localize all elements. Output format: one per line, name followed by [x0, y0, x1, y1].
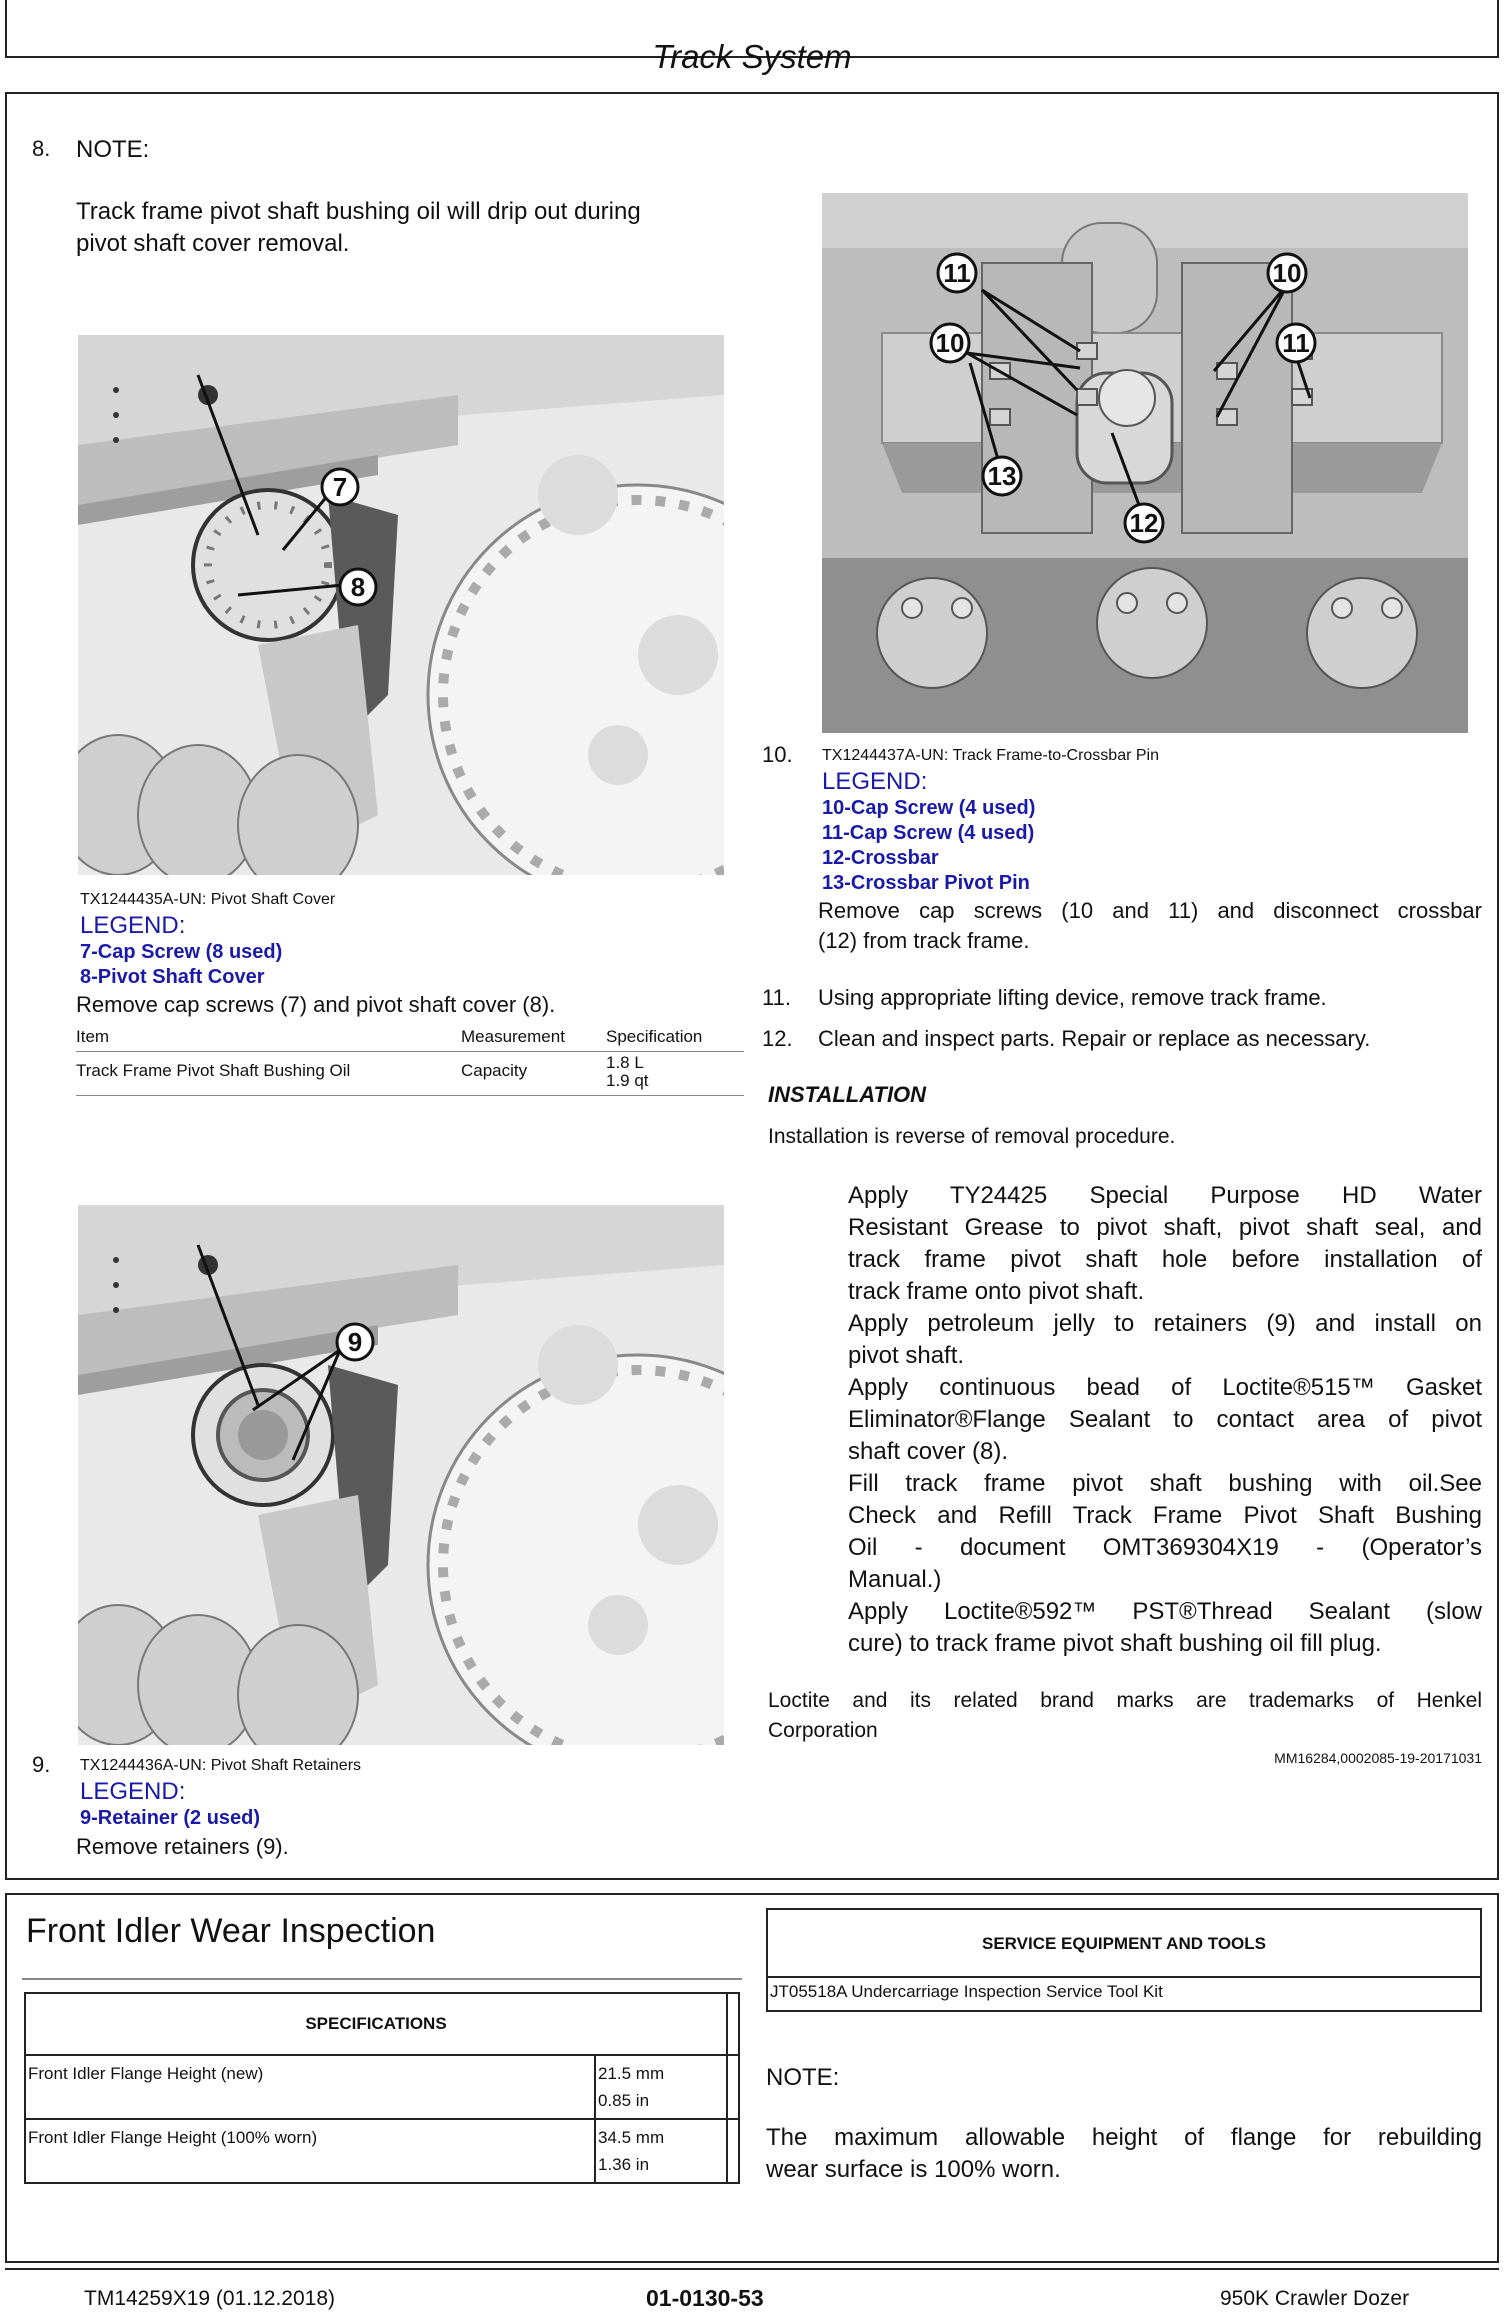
step-9-legend-item-9: 9-Retainer (2 used) — [80, 1807, 261, 1829]
step-11-text: Using appropriate lifting device, remove track frame. — [818, 985, 1327, 1010]
spec-new-mm: 21.5 mm — [598, 2064, 665, 2083]
step-10-legend-label: LEGEND: — [822, 768, 928, 795]
svg-text:10: 10 — [935, 328, 965, 358]
fill-oil-line-4: Manual.) — [848, 1566, 942, 1593]
footer-page-number: 01-0130-53 — [646, 2285, 764, 2311]
svg-text:10: 10 — [1272, 258, 1302, 288]
callout-10-right — [1268, 254, 1306, 292]
fig-pivot-shaft-cover-id: TX1244435A-UN: Pivot Shaft Cover — [80, 891, 336, 908]
front-idler-note-line-2: wear surface is 100% worn. — [766, 2156, 1061, 2183]
step-10-legend-item-10: 10-Cap Screw (4 used) — [822, 797, 1036, 819]
sealant-line-1: Apply continuous bead of Loctite®515™ Gasket — [848, 1374, 1482, 1401]
capacity-header-divider — [76, 1051, 744, 1052]
front-idler-title: Front Idler Wear Inspection — [26, 1912, 436, 1950]
pivot-shaft-cover-svg — [78, 335, 724, 875]
pivot-shaft-cover-illustration — [78, 335, 724, 875]
front-idler-note-label: NOTE: — [766, 2064, 840, 2091]
step-9-instruction: Remove retainers (9). — [76, 1834, 289, 1859]
grease-line-4: track frame onto pivot shaft. — [848, 1278, 1145, 1305]
svg-text:7: 7 — [332, 472, 348, 502]
callout-9 — [337, 1324, 373, 1360]
callout-11-left — [938, 254, 976, 292]
svg-text:13: 13 — [987, 461, 1017, 491]
callout-12 — [1125, 504, 1163, 542]
front-idler-title-rule — [22, 1978, 742, 1980]
front-idler-note-line-1: The maximum allowable height of flange for rebuilding — [766, 2124, 1482, 2151]
spec-worn-mm: 34.5 mm — [598, 2128, 665, 2147]
installation-intro: Installation is reverse of removal procedure. — [768, 1125, 1176, 1148]
petroleum-line-1: Apply petroleum jelly to retainers (9) and install on — [848, 1310, 1482, 1337]
step-8-note-line-2: pivot shaft cover removal. — [76, 230, 350, 257]
spec-worn-label: Front Idler Flange Height (100% worn) — [28, 2128, 318, 2147]
fill-oil-line-1: Fill track frame pivot shaft bushing with oil.See — [848, 1470, 1482, 1497]
trademark-line-1: Loctite and its related brand marks are trademarks of Henkel — [768, 1689, 1482, 1712]
grease-line-3: track frame pivot shaft hole before installation of — [848, 1246, 1482, 1273]
step-10-legend-item-12: 12-Crossbar — [822, 847, 939, 869]
pivot-shaft-retainers-svg — [78, 1205, 724, 1745]
trademark-notice — [768, 1686, 1482, 1746]
capacity-bottom-divider — [76, 1095, 744, 1096]
svg-text:11: 11 — [943, 258, 971, 288]
pivot-shaft-retainers-illustration — [78, 1205, 724, 1745]
specifications-table — [24, 1992, 740, 2184]
installation-step-fill-oil — [848, 1468, 1482, 1596]
callout-10-left — [931, 324, 969, 362]
crossbar-pin-svg — [822, 193, 1468, 733]
grease-line-2: Resistant Grease to pivot shaft, pivot shaft seal, and — [848, 1214, 1482, 1241]
callout-11-right — [1277, 324, 1315, 362]
capacity-header-specification: Specification — [606, 1027, 703, 1046]
spec-new-in: 0.85 in — [598, 2091, 650, 2110]
service-tool-kit: JT05518A Undercarriage Inspection Service Tool Kit — [770, 1982, 1163, 2001]
installation-step-thread-sealant — [848, 1596, 1482, 1660]
capacity-header-measurement: Measurement — [461, 1027, 565, 1046]
step-10-instruction-line-2: (12) from track frame. — [818, 928, 1030, 953]
svg-text:8: 8 — [350, 572, 366, 602]
fill-oil-line-3[interactable]: Oil - document OMT369304X19 - (Operator’s — [848, 1534, 1482, 1561]
sealant-line-2: Eliminator®Flange Sealant to contact area of pivot — [848, 1406, 1482, 1433]
sealant-line-3: shaft cover (8). — [848, 1438, 1009, 1465]
capacity-row-item: Track Frame Pivot Shaft Bushing Oil — [76, 1061, 351, 1080]
step-10-legend-item-11: 11-Cap Screw (4 used) — [822, 822, 1035, 844]
specifications-right-rule — [726, 1994, 728, 2182]
step-8-legend-label: LEGEND: — [80, 912, 186, 939]
trademark-line-2: Corporation — [768, 1719, 878, 1742]
installation-steps — [848, 1180, 1482, 1660]
capacity-row-spec-us: 1.9 qt — [606, 1071, 649, 1090]
installation-step-sealant — [848, 1372, 1482, 1468]
document-reference: MM16284,0002085-19-20171031 — [1274, 1750, 1482, 1766]
petroleum-line-2: pivot shaft. — [848, 1342, 965, 1369]
service-tools-header: SERVICE EQUIPMENT AND TOOLS — [981, 1934, 1266, 1953]
capacity-header-item: Item — [76, 1027, 110, 1046]
front-idler-note-text — [766, 2122, 1482, 2186]
step-8-note-line-1: Track frame pivot shaft bushing oil will drip out during — [76, 198, 641, 225]
spec-new-label: Front Idler Flange Height (new) — [28, 2064, 264, 2083]
installation-step-grease — [848, 1180, 1482, 1308]
svg-text:11: 11 — [1282, 328, 1310, 358]
step-9-legend-label: LEGEND: — [80, 1778, 186, 1805]
fill-oil-line-2[interactable]: Check and Refill Track Frame Pivot Shaft Bushing — [848, 1502, 1482, 1529]
step-10-instruction-line-1: Remove cap screws (10 and 11) and disconnect crossbar — [818, 898, 1482, 923]
thread-sealant-line-1: Apply Loctite®592™ PST®Thread Sealant (slow — [848, 1598, 1482, 1625]
step-12-number: 12. — [762, 1026, 793, 1051]
step-8-note-label: NOTE: — [76, 136, 150, 163]
callout-13 — [983, 457, 1021, 495]
step-12-text: Clean and inspect parts. Repair or replace as necessary. — [818, 1026, 1371, 1051]
step-9-number: 9. — [32, 1752, 51, 1777]
specifications-header-rule — [26, 2054, 738, 2056]
installation-step-petroleum — [848, 1308, 1482, 1372]
svg-text:9: 9 — [347, 1327, 363, 1357]
capacity-row-spec-metric: 1.8 L — [606, 1053, 644, 1072]
callout-7 — [322, 469, 358, 505]
step-10-number: 10. — [762, 742, 793, 767]
footer-doc-id: TM14259X19 (01.12.2018) — [84, 2287, 336, 2310]
step-8-legend-item-8: 8-Pivot Shaft Cover — [80, 966, 265, 988]
specifications-header: SPECIFICATIONS — [305, 2014, 447, 2033]
step-11-number: 11. — [762, 985, 791, 1010]
service-tools-table — [766, 1908, 1482, 2012]
svg-text:12: 12 — [1129, 508, 1159, 538]
step-8-number: 8. — [32, 136, 51, 161]
installation-heading: INSTALLATION — [768, 1082, 927, 1107]
page-header-title: Track System — [652, 38, 852, 75]
fig-crossbar-pin-id: TX1244437A-UN: Track Frame-to-Crossbar Pin — [822, 747, 1159, 764]
spec-worn-in: 1.36 in — [598, 2155, 650, 2174]
step-10-legend-item-13: 13-Crossbar Pivot Pin — [822, 872, 1030, 894]
fig-pivot-shaft-retainers-id: TX1244436A-UN: Pivot Shaft Retainers — [80, 1757, 362, 1774]
step-8-legend-item-7: 7-Cap Screw (8 used) — [80, 941, 283, 963]
step-8-note-text — [76, 196, 641, 260]
step-10-instruction — [818, 896, 1482, 956]
step-8-instruction: Remove cap screws (7) and pivot shaft cover (8). — [76, 992, 556, 1017]
callout-8 — [340, 569, 376, 605]
specifications-col-rule — [594, 2054, 596, 2182]
grease-line-1: Apply TY24425 Special Purpose HD Water — [848, 1182, 1482, 1209]
thread-sealant-line-2: cure) to track frame pivot shaft bushing oil fill plug. — [848, 1630, 1382, 1657]
specifications-row-rule — [26, 2118, 738, 2120]
capacity-row-measurement: Capacity — [461, 1061, 528, 1080]
capacity-table — [76, 1025, 744, 1097]
footer-model: 950K Crawler Dozer — [1220, 2287, 1410, 2310]
footer-rule — [5, 2268, 1499, 2270]
crossbar-pin-illustration — [822, 193, 1468, 733]
